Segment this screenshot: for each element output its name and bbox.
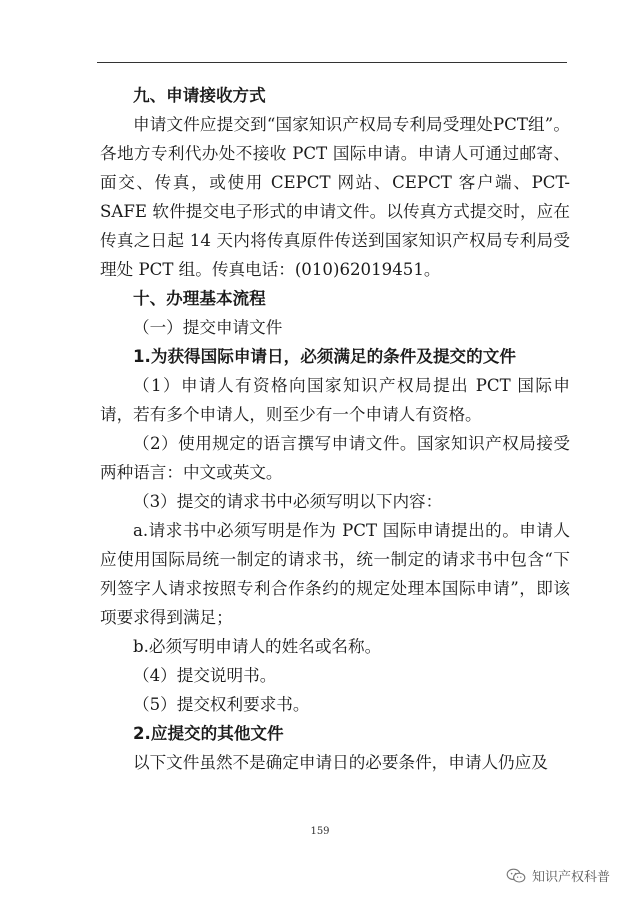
condition-3a: a.请求书中必须写明是作为 PCT 国际申请提出的。申请人应使用国际局统一制定的请求书，统一制定的请求书中包含“下列签字人请求按照专利合作条约的规定处理本国际申请”，即该项要求得到满足； (100, 521, 570, 627)
condition-3: （3）提交的请求书中必须写明以下内容： (133, 492, 443, 511)
watermark (506, 866, 610, 885)
section-10-heading: 十、办理基本流程 (133, 289, 266, 308)
watermark-text: 知识产权科普 (531, 870, 610, 885)
item-1-title: 1.为获得国际申请日，必须满足的条件及提交的文件 (133, 347, 516, 366)
section-9-heading: 九、申请接收方式 (133, 86, 266, 105)
section-9-body: 申请文件应提交到“国家知识产权局专利局受理处PCT组”。各地方专利代办处不接收 PCT 国际申请。申请人可通过邮寄、面交、传真，或使用 CEPCT 网站、CEPCT 客户端、PCT-SAFE 软件提交电子形式的申请文件。以传真方式提交时，应在传真之日起 14 天内将传真原件传送到国家知识产权局专利局受理处 PCT 组。传真电话：(010)62019451。 (100, 115, 570, 279)
condition-5: （5）提交权利要求书。 (133, 695, 310, 714)
header-rule (97, 62, 567, 63)
item-2-body: 以下文件虽然不是确定申请日的必要条件，申请人仍应及 (133, 753, 548, 772)
condition-4: （4）提交说明书。 (133, 666, 277, 685)
item-2-title: 2.应提交的其他文件 (133, 724, 284, 743)
document-body (100, 81, 570, 777)
condition-1: （1）申请人有资格向国家知识产权局提出 PCT 国际申请，若有多个申请人，则至少有一个申请人有资格。 (100, 376, 570, 424)
condition-2: （2）使用规定的语言撰写申请文件。国家知识产权局接受两种语言：中文或英文。 (100, 434, 570, 482)
wechat-icon (506, 868, 526, 884)
condition-3b: b.必须写明申请人的姓名或名称。 (133, 637, 382, 656)
page-number: 159 (310, 826, 330, 837)
subsection-1-title: （一）提交申请文件 (133, 318, 283, 337)
